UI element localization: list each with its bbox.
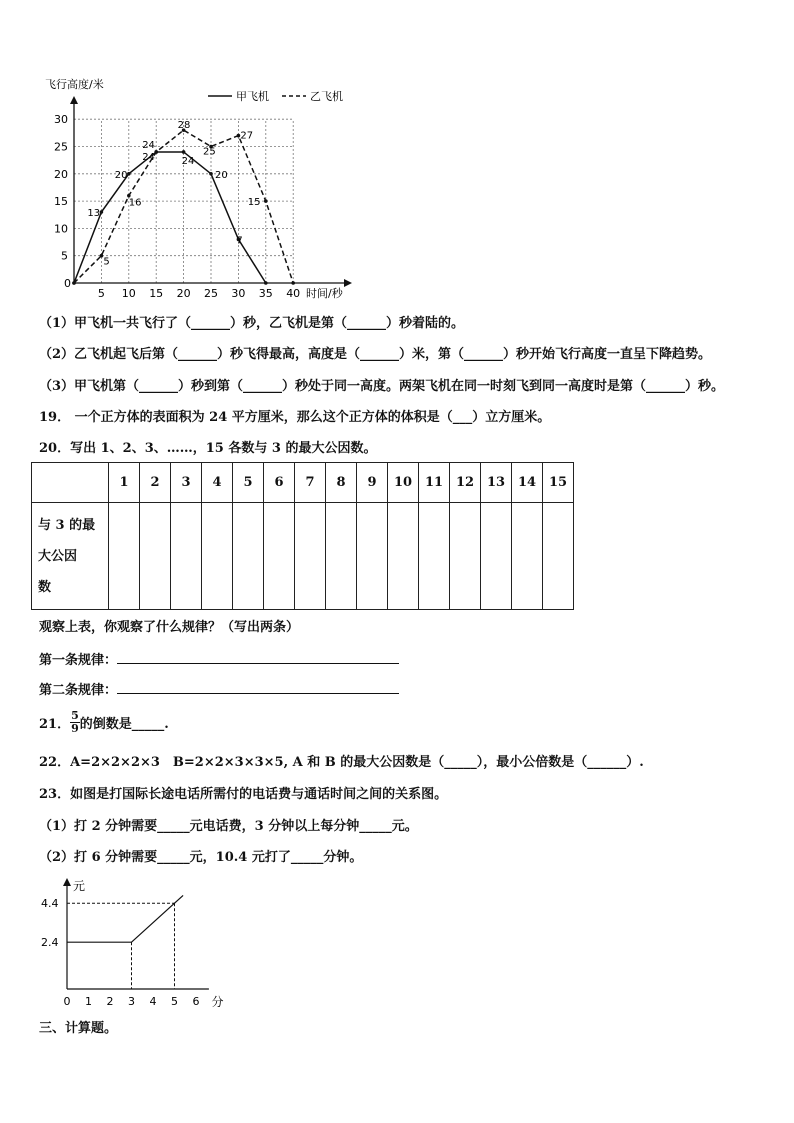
y-tick-label: 5: [61, 249, 68, 263]
x-tick-label: 30: [231, 287, 246, 300]
q23-part2: （2）打 6 分钟需要_____元，10.4 元打了_____分钟。: [39, 850, 363, 865]
data-label: 15: [247, 197, 261, 209]
x-tick-label: 20: [176, 287, 191, 300]
q18-part2: （2）乙飞机起飞后第（______）秒飞得最高，高度是（______）米，第（______）秒开始飞行高度一直呈下降趋势。: [39, 347, 712, 362]
data-label: 27: [240, 130, 254, 142]
header-5: 5: [233, 463, 264, 503]
x-tick-label: 10: [121, 287, 136, 300]
chart1-ylabel: 飞行高度/米: [45, 78, 104, 91]
header-1: 1: [109, 463, 140, 503]
answer-cell[interactable]: [419, 503, 450, 610]
answer-cell[interactable]: [264, 503, 295, 610]
gcd-table: [31, 462, 574, 610]
q20-observe: 观察上表，你观察了什么规律？（写出两条）: [39, 620, 300, 635]
flight-height-chart: [30, 72, 370, 304]
x-tick-label: 2: [106, 995, 114, 1008]
answer-cell[interactable]: [357, 503, 388, 610]
x-tick-label: 4: [149, 995, 157, 1008]
answer-cell[interactable]: [295, 503, 326, 610]
q18-part3: （3）甲飞机第（______）秒到第（______）秒处于同一高度。两架飞机在同一时刻飞到同一高度时是第（______）秒。: [39, 379, 725, 394]
y-tick-label: 30: [54, 113, 68, 127]
data-label: 24: [142, 151, 155, 163]
q20-title: 20．写出 1、2、3、……，15 各数与 3 的最大公因数。: [39, 441, 377, 456]
data-label: 7: [236, 235, 243, 247]
fraction-5-9: $\frac{5}{9}$: [71, 709, 79, 735]
fee-line: [67, 895, 183, 942]
x-tick-label: 3: [128, 995, 135, 1008]
answer-cell[interactable]: [202, 503, 233, 610]
data-point: [264, 281, 268, 285]
legend-plane-b: 乙飞机: [310, 90, 343, 103]
chart1-xlabel: 时间/秒: [306, 287, 343, 300]
x-tick-label: 1: [85, 995, 92, 1008]
answer-cell[interactable]: [388, 503, 419, 610]
y-tick-label: 20: [54, 167, 68, 181]
rule2-answer-line[interactable]: [117, 681, 399, 694]
header-15: 15: [543, 463, 574, 503]
x-tick-label: 25: [204, 287, 218, 300]
legend-plane-a: 甲飞机: [236, 90, 269, 103]
data-point: [154, 150, 158, 154]
y-tick-label: 15: [54, 195, 68, 209]
answer-cell[interactable]: [543, 503, 574, 610]
data-label: 28: [177, 120, 191, 132]
chart1-origin: 0: [64, 277, 71, 290]
x-tick-label: 5: [171, 995, 178, 1008]
data-point: [72, 281, 76, 285]
answer-cell[interactable]: [140, 503, 171, 610]
header-7: 7: [295, 463, 326, 503]
header-2: 2: [140, 463, 171, 503]
answer-cell[interactable]: [109, 503, 140, 610]
x-tick-label: 6: [192, 995, 200, 1008]
header-3: 3: [171, 463, 202, 503]
answer-cell[interactable]: [512, 503, 543, 610]
data-point: [209, 172, 213, 176]
q18-part1: （1）甲飞机一共飞行了（______）秒，乙飞机是第（______）秒着陆的。: [39, 316, 465, 331]
answer-cell[interactable]: [233, 503, 264, 610]
header-13: 13: [481, 463, 512, 503]
chart2-ylabel: 元: [73, 879, 86, 893]
q21-text: 21． $\frac{5}{9}$ 的倒数是_____.: [39, 709, 169, 735]
data-label: 5: [103, 256, 110, 268]
header-6: 6: [264, 463, 295, 503]
phone-fee-chart: [38, 872, 238, 1014]
y-tick-label: 10: [54, 222, 68, 236]
q23-part1: （1）打 2 分钟需要_____元电话费，3 分钟以上每分钟_____元。: [39, 819, 418, 834]
data-point: [182, 150, 186, 154]
chart2-xlabel: 分: [211, 995, 224, 1009]
x-tick-label: 40: [286, 287, 301, 300]
y-axis-arrow: [63, 878, 71, 886]
header-11: 11: [419, 463, 450, 503]
q19-text: 19． 一个正方体的表面积为 24 平方厘米，那么这个正方体的体积是（___）立方厘米。: [39, 410, 551, 425]
header-14: 14: [512, 463, 543, 503]
q22-text: 22．A=2×2×2×3 B=2×2×3×3×5, A 和 B 的最大公因数是（_____），最小公倍数是（______）.: [39, 755, 644, 770]
x-tick-label: 35: [258, 287, 273, 300]
x-tick-label: 15: [149, 287, 164, 300]
answer-cell[interactable]: [481, 503, 512, 610]
data-point: [291, 281, 295, 285]
answer-cell[interactable]: [326, 503, 357, 610]
table-corner: [32, 463, 109, 503]
header-8: 8: [326, 463, 357, 503]
header-10: 10: [388, 463, 419, 503]
answer-cell[interactable]: [450, 503, 481, 610]
x-tick-label: 0: [63, 995, 71, 1008]
rule1-answer-line[interactable]: [117, 651, 399, 664]
q23-title: 23．如图是打国际长途电话所需付的电话费与通话时间之间的关系图。: [39, 787, 448, 802]
data-label: 24: [142, 139, 155, 151]
data-label: 25: [203, 146, 216, 158]
header-4: 4: [202, 463, 233, 503]
header-9: 9: [357, 463, 388, 503]
answer-cell[interactable]: [171, 503, 202, 610]
x-tick-label: 5: [97, 287, 105, 300]
data-label: 20: [215, 169, 228, 181]
header-12: 12: [450, 463, 481, 503]
row-label: 与 3 的最 大公因 数: [32, 503, 109, 610]
q20-rule1: 第一条规律：: [39, 649, 399, 668]
y-tick-2.4: 2.4: [41, 936, 59, 950]
q20-rule2: 第二条规律：: [39, 679, 399, 698]
y-tick-label: 25: [54, 140, 68, 154]
data-point: [264, 199, 268, 203]
data-label: 13: [87, 208, 101, 220]
y-tick-4.4: 4.4: [41, 897, 59, 911]
data-label: 24: [181, 155, 195, 167]
data-label: 16: [128, 197, 142, 209]
section3-title: 三、计算题。: [39, 1021, 118, 1036]
data-label: 20: [114, 169, 128, 181]
